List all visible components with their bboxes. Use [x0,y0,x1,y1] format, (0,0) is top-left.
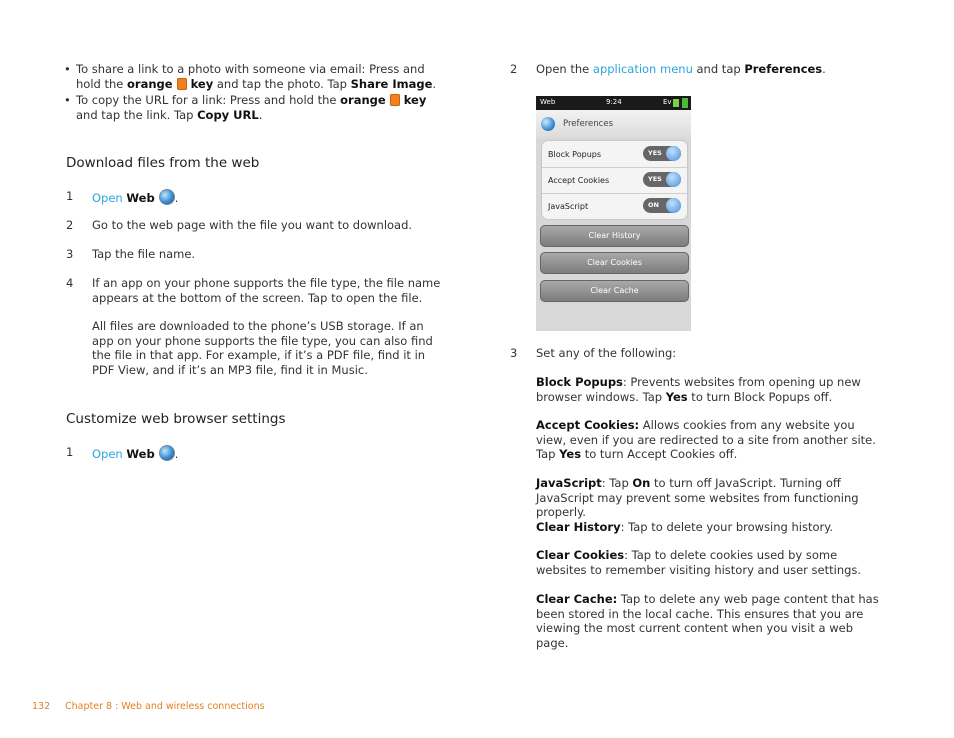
download-note: All files are downloaded to the phone’s USB storage. If an app on your phone supports the file type, you can also find the file in that app. For example, if it’s a PDF file, find it in PDF View, and if it’s an MP3 file, find it in Music. [92,319,433,377]
page-number: 132 [32,701,51,712]
accept-cookies-toggle[interactable]: YES [643,172,681,187]
orange-key-icon [390,94,400,106]
status-bar: Web 9:24 Ev [536,96,691,110]
battery-icon [682,98,688,108]
web-app-icon [159,189,175,205]
bullet-share-photo-link: • To share a link to a photo with someone via email: Press and hold the orange key and tap the photo. Tap Share Image. [64,62,437,91]
orange-key-icon [177,78,187,90]
item-clear-history: Clear History: Tap to delete your browsing history. [536,520,834,534]
clear-history-button[interactable]: Clear History [540,225,689,247]
open-link[interactable]: Open [92,447,123,461]
pref-row-block-popups: Block Popups YES [542,141,687,168]
item-javascript: JavaScript: Tap On to turn off JavaScript. Turning off JavaScript may prevent some websites from functioning properly. [536,476,859,519]
section-heading-download: Download files from the web [66,155,260,171]
application-menu-link[interactable]: application menu [592,62,693,76]
clear-cache-button[interactable]: Clear Cache [540,280,689,302]
item-clear-cookies: Clear Cookies: Tap to delete cookies used by some websites to remember visiting history and user settings. [536,548,862,577]
preferences-header: Preferences [536,110,691,138]
item-accept-cookies: Accept Cookies: Allows cookies from any website you view, even if you are redirected to a site from another site. Tap Yes to turn Accept Cookies off. [536,418,876,461]
chapter-footer: Chapter 8 : Web and wireless connections [65,701,265,712]
javascript-toggle[interactable]: ON [643,198,681,213]
signal-icon [673,99,679,107]
block-popups-toggle[interactable]: YES [643,146,681,161]
web-app-icon [159,445,175,461]
web-app-icon [541,117,555,131]
clear-cookies-button[interactable]: Clear Cookies [540,252,689,274]
preferences-screenshot [536,96,691,331]
section-heading-customize: Customize web browser settings [66,411,286,427]
preferences-toggle-group [541,140,688,220]
open-link[interactable]: Open [92,191,123,205]
item-clear-cache: Clear Cache: Tap to delete any web page content that has been stored in the local cache. This ensures that you are viewing the most current content when you visit a web page. [536,592,879,650]
item-block-popups: Block Popups: Prevents websites from opening up new browser windows. Tap Yes to turn Block Popups off. [536,375,861,404]
pref-row-accept-cookies: Accept Cookies YES [542,167,687,194]
pref-row-javascript: JavaScript ON [542,193,687,219]
bullet-copy-url: • To copy the URL for a link: Press and hold the orange key and tap the link. Tap Copy URL. [64,93,427,122]
